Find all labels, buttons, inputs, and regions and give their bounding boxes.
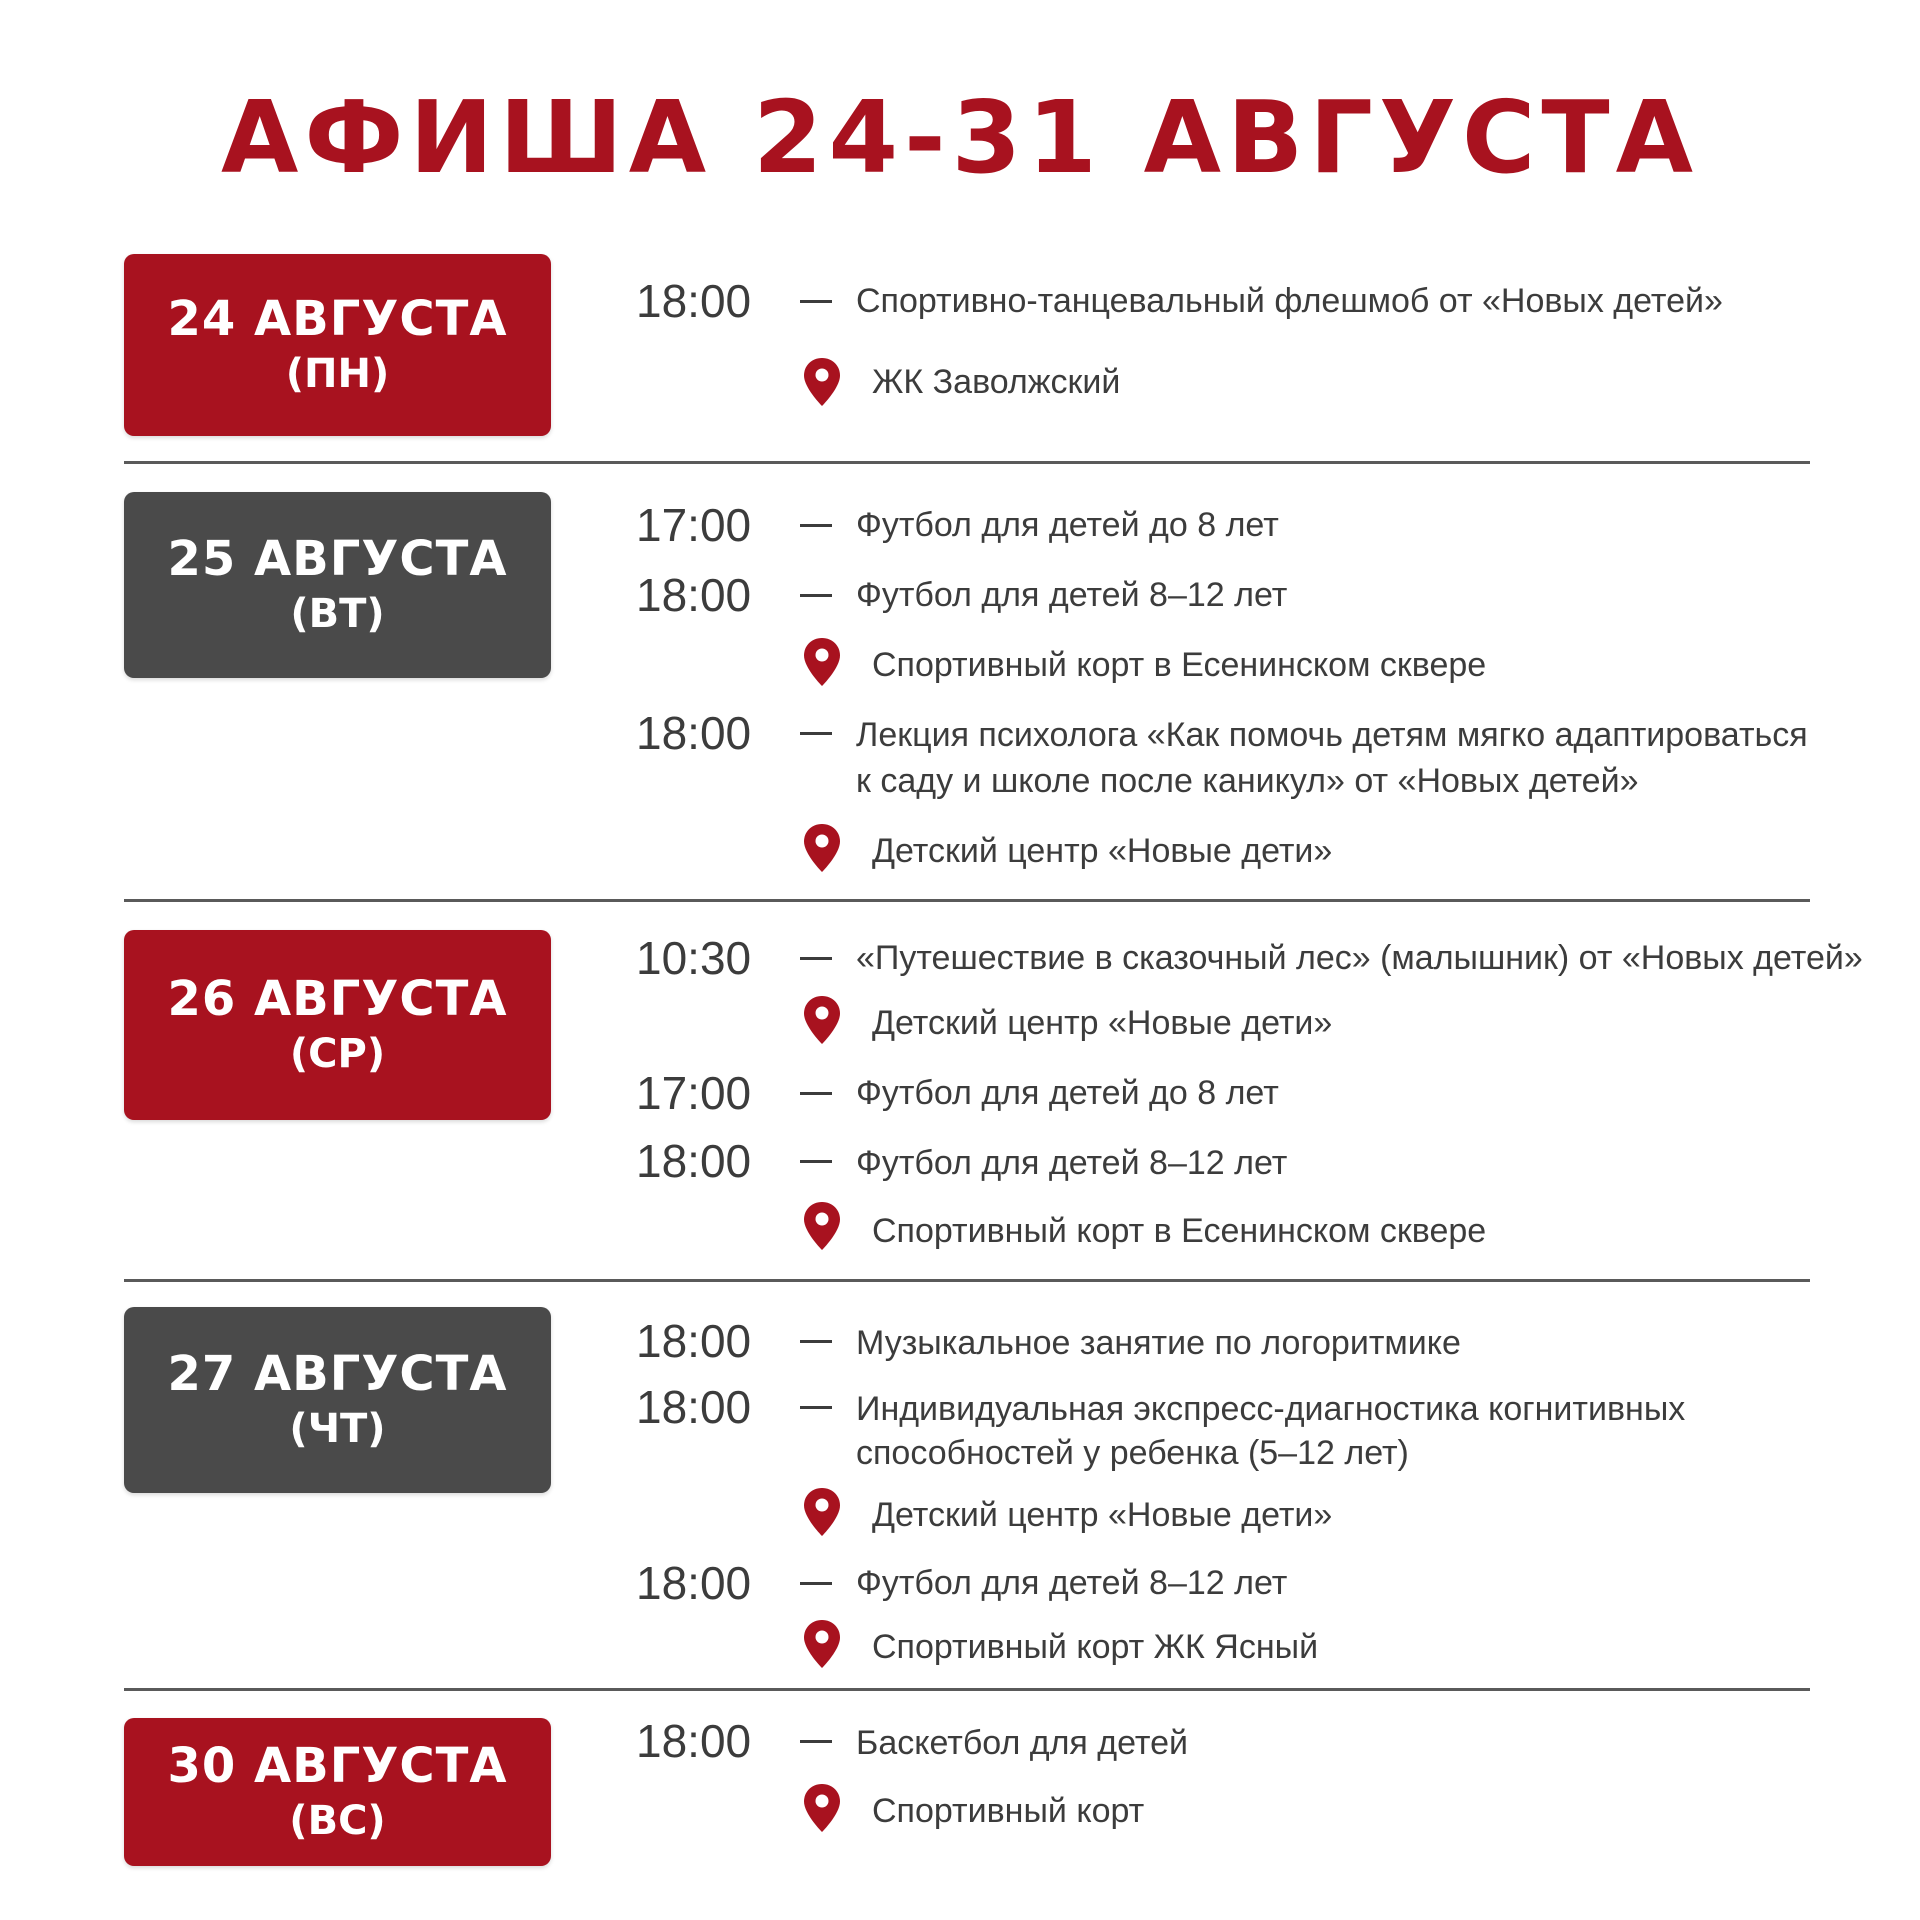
event-time: 18:00 bbox=[636, 569, 752, 621]
section-divider bbox=[124, 461, 1810, 464]
event-time: 18:00 bbox=[636, 1315, 752, 1367]
weekday-label: (ПН) bbox=[285, 351, 390, 397]
event-title: Спортивно-танцевальный флешмоб от «Новых детей» bbox=[856, 282, 1723, 320]
location-pin-icon bbox=[800, 636, 844, 688]
event-time: 17:00 bbox=[636, 1067, 752, 1119]
event-title: Футбол для детей 8–12 лет bbox=[856, 576, 1288, 614]
event-title: Футбол для детей 8–12 лет bbox=[856, 1564, 1288, 1602]
weekday-label: (ВС) bbox=[289, 1798, 386, 1844]
date-label: 27 АВГУСТА bbox=[167, 1346, 508, 1402]
event-title-line2: способностей у ребенка (5–12 лет) bbox=[856, 1434, 1409, 1472]
event-time: 17:00 bbox=[636, 499, 752, 551]
event-time: 18:00 bbox=[636, 1557, 752, 1609]
section-divider bbox=[124, 1688, 1810, 1691]
dash-separator bbox=[800, 1740, 832, 1743]
event-title: Лекция психолога «Как помочь детям мягко адаптироваться bbox=[856, 716, 1808, 754]
date-badge-24 bbox=[124, 254, 551, 436]
event-title: Футбол для детей до 8 лет bbox=[856, 1074, 1279, 1112]
event-location: Спортивный корт bbox=[872, 1792, 1145, 1830]
event-location: Детский центр «Новые дети» bbox=[872, 1004, 1333, 1042]
event-time: 18:00 bbox=[636, 275, 752, 327]
poster-title: АФИША 24-31 АВГУСТА bbox=[220, 79, 1700, 196]
event-title-line2: к саду и школе после каникул» от «Новых детей» bbox=[856, 762, 1639, 800]
event-time: 18:00 bbox=[636, 1135, 752, 1187]
event-time: 18:00 bbox=[636, 1381, 752, 1433]
location-pin-icon bbox=[800, 356, 844, 408]
date-badge-30 bbox=[124, 1718, 551, 1866]
dash-separator bbox=[800, 957, 832, 960]
event-time: 18:00 bbox=[636, 707, 752, 759]
location-pin-icon bbox=[800, 1486, 844, 1538]
dash-separator bbox=[800, 1340, 832, 1343]
event-location: Спортивный корт в Есенинском сквере bbox=[872, 1212, 1487, 1250]
section-divider bbox=[124, 1279, 1810, 1282]
location-pin-icon bbox=[800, 994, 844, 1046]
section-divider bbox=[124, 899, 1810, 902]
date-label: 26 АВГУСТА bbox=[167, 971, 508, 1027]
event-title: Футбол для детей 8–12 лет bbox=[856, 1144, 1288, 1182]
location-pin-icon bbox=[800, 822, 844, 874]
event-time: 10:30 bbox=[636, 932, 752, 984]
event-location: Спортивный корт в Есенинском сквере bbox=[872, 646, 1487, 684]
weekday-label: (СР) bbox=[289, 1031, 386, 1077]
event-location: Детский центр «Новые дети» bbox=[872, 832, 1333, 870]
dash-separator bbox=[800, 1406, 832, 1409]
date-badge-26 bbox=[124, 930, 551, 1120]
date-badge-27 bbox=[124, 1307, 551, 1493]
location-pin-icon bbox=[800, 1200, 844, 1252]
event-title: Индивидуальная экспресс-диагностика когнитивных bbox=[856, 1390, 1686, 1428]
event-location: Детский центр «Новые дети» bbox=[872, 1496, 1333, 1534]
weekday-label: (ВТ) bbox=[290, 591, 385, 637]
dash-separator bbox=[800, 1092, 832, 1095]
dash-separator bbox=[800, 524, 832, 527]
dash-separator bbox=[800, 1582, 832, 1585]
dash-separator bbox=[800, 1160, 832, 1163]
event-title: «Путешествие в сказочный лес» (малышник) от «Новых детей» bbox=[856, 939, 1863, 977]
event-time: 18:00 bbox=[636, 1715, 752, 1767]
dash-separator bbox=[800, 732, 832, 735]
location-pin-icon bbox=[800, 1618, 844, 1670]
event-location: ЖК Заволжский bbox=[872, 363, 1121, 401]
dash-separator bbox=[800, 300, 832, 303]
event-location: Спортивный корт ЖК Ясный bbox=[872, 1628, 1319, 1666]
location-pin-icon bbox=[800, 1782, 844, 1834]
date-badge-25 bbox=[124, 492, 551, 678]
dash-separator bbox=[800, 594, 832, 597]
date-label: 30 АВГУСТА bbox=[167, 1738, 508, 1794]
event-title: Музыкальное занятие по логоритмике bbox=[856, 1324, 1461, 1362]
date-label: 25 АВГУСТА bbox=[167, 531, 508, 587]
date-label: 24 АВГУСТА bbox=[167, 291, 508, 347]
weekday-label: (ЧТ) bbox=[289, 1406, 386, 1452]
event-title: Баскетбол для детей bbox=[856, 1724, 1188, 1762]
event-title: Футбол для детей до 8 лет bbox=[856, 506, 1279, 544]
